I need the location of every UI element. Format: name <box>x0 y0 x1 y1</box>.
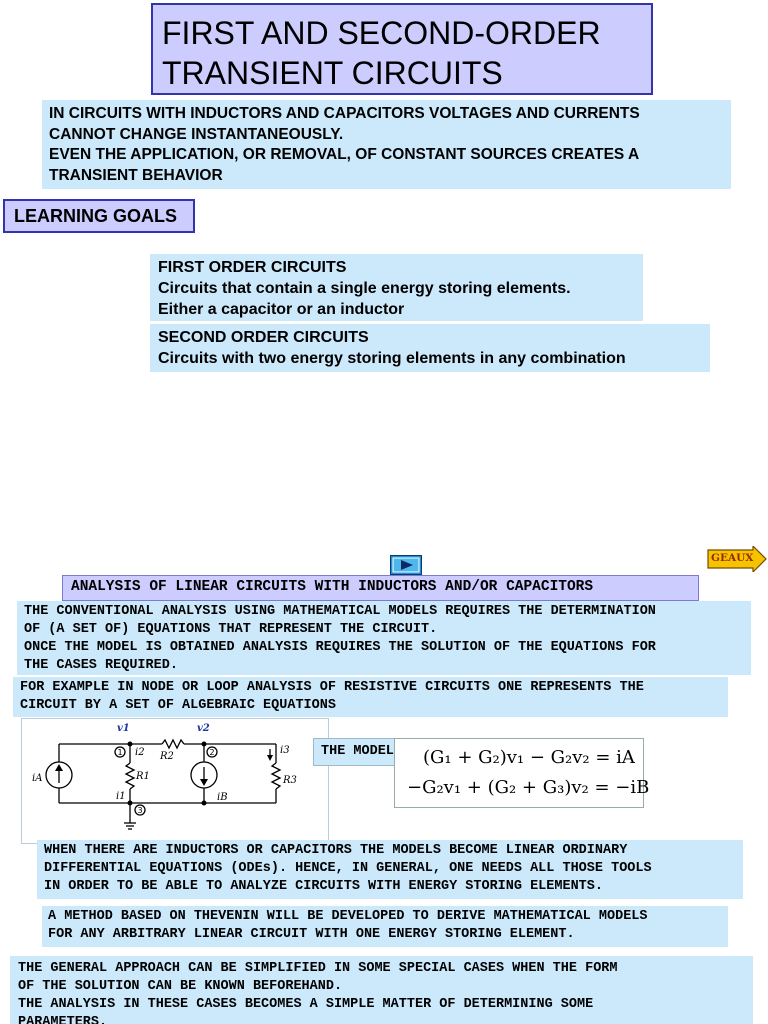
p3-line-1: WHEN THERE ARE INDUCTORS OR CAPACITORS THE MODELS BECOME LINEAR ORDINARY <box>44 843 628 858</box>
p5-line-1: THE GENERAL APPROACH CAN BE SIMPLIFIED IN SOME SPECIAL CASES WHEN THE FORM <box>18 961 618 976</box>
title-line-2: TRANSIENT CIRCUITS <box>162 55 503 91</box>
analysis-paragraph-1 <box>17 601 751 675</box>
first-order-line-2: Circuits that contain a single energy storing elements. <box>158 280 571 297</box>
analysis-paragraph-2 <box>13 677 728 717</box>
circuit-schematic <box>22 719 328 843</box>
label-node-2: 2 <box>209 748 215 757</box>
p1-line-4: THE CASES REQUIRED. <box>24 658 178 673</box>
first-order-heading: FIRST ORDER CIRCUITS <box>158 259 347 276</box>
p5-line-4: PARAMETERS. <box>18 1015 108 1024</box>
analysis-paragraph-4 <box>42 906 728 947</box>
equation-2: −G₂v₁ + (G₂ + G₃)v₂ = −iB <box>407 777 650 798</box>
p5-line-3: THE ANALYSIS IN THESE CASES BECOMES A SIMPLE MATTER OF DETERMINING SOME <box>18 997 594 1012</box>
p3-line-2: DIFFERENTIAL EQUATIONS (ODEs). HENCE, IN GENERAL, ONE NEEDS ALL THOSE TOOLS <box>44 861 652 876</box>
equation-1: (G₁ + G₂)v₁ − G₂v₂ = iA <box>423 747 635 768</box>
intro-panel <box>42 100 731 189</box>
second-order-line-2: Circuits with two energy storing elements in any combination <box>158 350 626 367</box>
label-ib: iB <box>217 792 228 803</box>
analysis-heading <box>62 575 699 601</box>
model-equations <box>394 738 650 808</box>
second-order-panel <box>150 324 710 372</box>
title-line-1: FIRST AND SECOND-ORDER <box>162 15 601 51</box>
label-r2: R2 <box>160 751 174 762</box>
label-r1: R1 <box>136 771 150 782</box>
geaux-label: GEAUX <box>711 552 754 564</box>
p4-line-2: FOR ANY ARBITRARY LINEAR CIRCUIT WITH ONE ENERGY STORING ELEMENT. <box>48 927 575 942</box>
analysis-paragraph-3 <box>37 840 743 899</box>
intro-line-1: IN CIRCUITS WITH INDUCTORS AND CAPACITORS VOLTAGES AND CURRENTS <box>49 105 640 122</box>
p1-line-3: ONCE THE MODEL IS OBTAINED ANALYSIS REQUIRES THE SOLUTION OF THE EQUATIONS FOR <box>24 640 656 655</box>
second-order-heading: SECOND ORDER CIRCUITS <box>158 329 369 346</box>
label-ia: iA <box>32 773 43 784</box>
p2-line-2: CIRCUIT BY A SET OF ALGEBRAIC EQUATIONS <box>20 698 336 713</box>
label-node-3: 3 <box>137 806 143 815</box>
play-button[interactable] <box>390 555 422 575</box>
label-i2: i2 <box>135 747 145 758</box>
label-node-1: 1 <box>117 748 123 757</box>
p4-line-1: A METHOD BASED ON THEVENIN WILL BE DEVELOPED TO DERIVE MATHEMATICAL MODELS <box>48 909 648 924</box>
label-r3: R3 <box>283 775 297 786</box>
geaux-button[interactable] <box>707 546 767 572</box>
learning-goals-label <box>3 199 195 233</box>
intro-line-4: TRANSIENT BEHAVIOR <box>49 166 223 184</box>
p5-line-2: OF THE SOLUTION CAN BE KNOWN BEFOREHAND. <box>18 979 343 994</box>
model-label-text: THE MODEL <box>321 744 394 759</box>
intro-line-3: EVEN THE APPLICATION, OR REMOVAL, OF CONSTANT SOURCES CREATES A <box>49 146 640 163</box>
label-i3: i3 <box>280 745 290 756</box>
first-order-line-3: Either a capacitor or an inductor <box>158 301 405 318</box>
intro-line-2: CANNOT CHANGE INSTANTANEOUSLY. <box>49 125 344 143</box>
label-v2: v2 <box>197 723 210 734</box>
first-order-panel <box>150 254 643 321</box>
label-v1: v1 <box>117 723 130 734</box>
page-title <box>151 3 653 95</box>
p2-line-1: FOR EXAMPLE IN NODE OR LOOP ANALYSIS OF RESISTIVE CIRCUITS ONE REPRESENTS THE <box>20 680 644 695</box>
p1-line-1: THE CONVENTIONAL ANALYSIS USING MATHEMATICAL MODELS REQUIRES THE DETERMINATION <box>24 604 656 619</box>
p1-line-2: OF (A SET OF) EQUATIONS THAT REPRESENT THE CIRCUIT. <box>24 622 438 637</box>
learning-goals-text: LEARNING GOALS <box>14 206 178 226</box>
analysis-heading-text: ANALYSIS OF LINEAR CIRCUITS WITH INDUCTORS AND/OR CAPACITORS <box>71 579 594 595</box>
p3-line-3: IN ORDER TO BE ABLE TO ANALYZE CIRCUITS WITH ENERGY STORING ELEMENTS. <box>44 879 603 894</box>
analysis-paragraph-5 <box>10 956 753 1024</box>
label-i1: i1 <box>116 791 126 802</box>
play-icon <box>390 555 422 575</box>
circuit-diagram <box>21 718 329 844</box>
